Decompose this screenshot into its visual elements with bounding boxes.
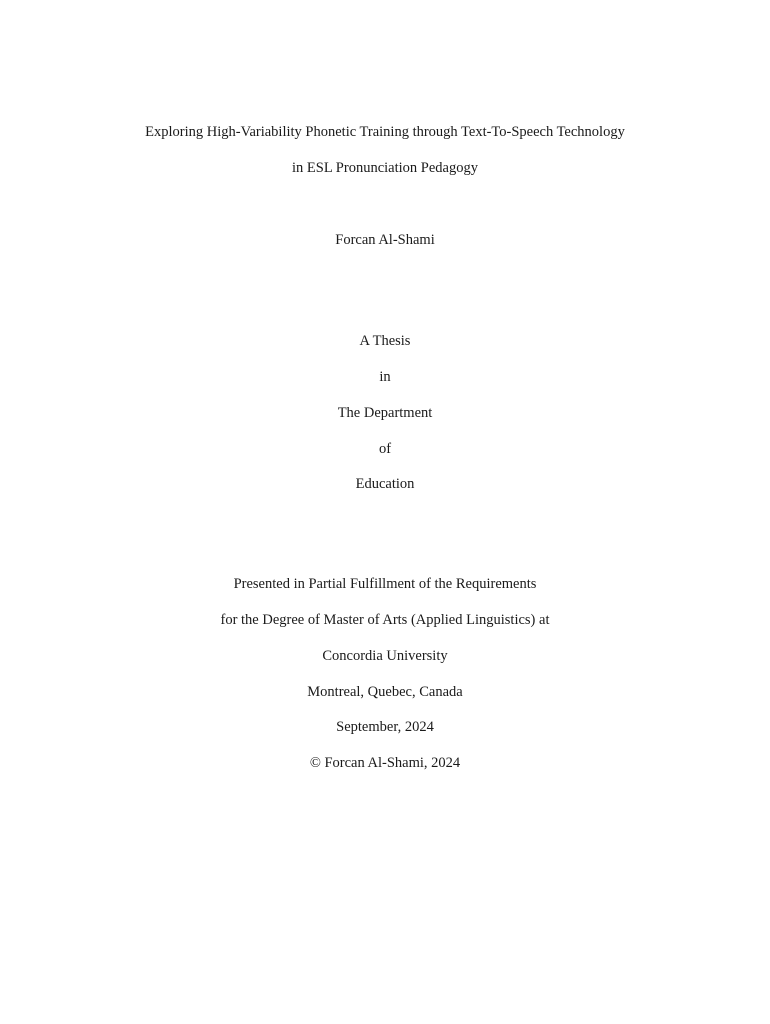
thesis-label: A Thesis — [359, 333, 411, 349]
thesis-title-line-2: in ESL Pronunciation Pedagogy — [292, 160, 478, 176]
thesis-in: in — [379, 369, 391, 385]
department-of: of — [378, 441, 392, 457]
thesis-title-line-1: Exploring High-Variability Phonetic Training through Text-To-Speech Technology — [145, 124, 625, 140]
department-name: Education — [355, 476, 415, 492]
submission-date: September, 2024 — [336, 719, 434, 735]
degree-statement: for the Degree of Master of Arts (Applied Linguistics) at — [220, 612, 550, 628]
copyright-notice: © Forcan Al-Shami, 2024 — [309, 755, 461, 771]
fulfillment-statement: Presented in Partial Fulfillment of the Requirements — [233, 576, 537, 592]
author-name: Forcan Al-Shami — [335, 232, 435, 248]
department-label: The Department — [337, 405, 433, 421]
university-name: Concordia University — [322, 648, 448, 664]
location: Montreal, Quebec, Canada — [307, 684, 463, 700]
